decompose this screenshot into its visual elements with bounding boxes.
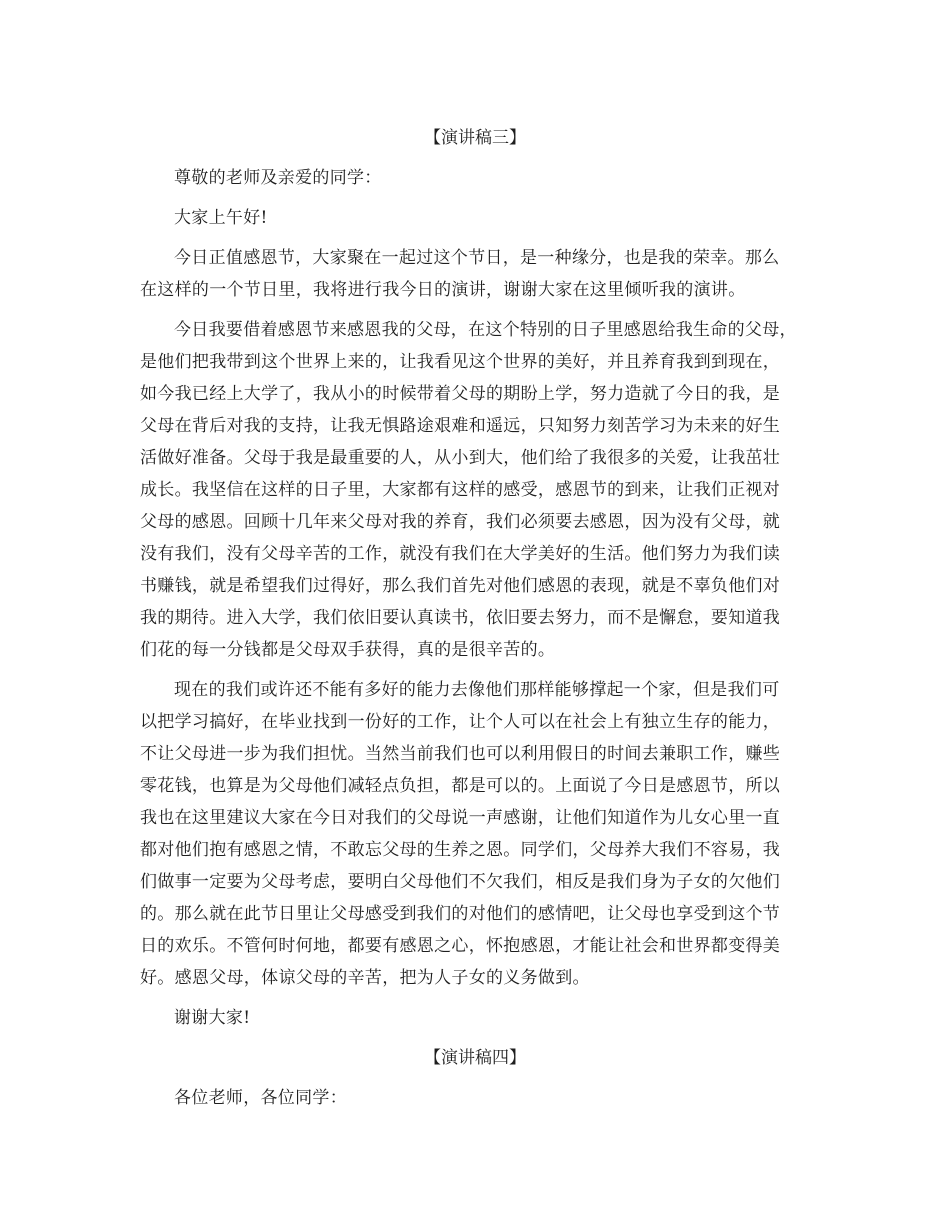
paragraph-line: 的。那么就在此节日里让父母感受到我们的对他们的感情吧，让父母也享受到这个节 xyxy=(140,904,781,924)
paragraph-line: 没有我们，没有父母辛苦的工作，就没有我们在大学美好的生活。他们努力为我们读 xyxy=(140,544,781,564)
paragraph-line: 以把学习搞好，在毕业找到一份好的工作，让个人可以在社会上有独立生存的能力， xyxy=(140,712,781,732)
speech3-heading: 【演讲稿三】 xyxy=(424,128,526,148)
paragraph-line: 日的欢乐。不管何时何地，都要有感恩之心，怀抱感恩，才能让社会和世界都变得美 xyxy=(140,936,781,956)
paragraph-line: 我也在这里建议大家在今日对我们的父母说一声感谢，让他们知道作为儿女心里一直 xyxy=(140,808,781,828)
paragraph-line: 好。感恩父母，体谅父母的辛苦，把为人子女的义务做到。 xyxy=(140,968,590,988)
paragraph-line: 父母在背后对我的支持，让我无惧路途艰难和遥远，只知努力刻苦学习为未来的好生 xyxy=(140,416,781,436)
paragraph-line: 不让父母进一步为我们担忧。当然当前我们也可以利用假日的时间去兼职工作，赚些 xyxy=(140,744,781,764)
paragraph-line: 们做事一定要为父母考虑，要明白父母他们不欠我们，相反是我们身为子女的欠他们 xyxy=(140,872,781,892)
speech3-paragraph-1 xyxy=(140,242,810,306)
paragraph-line: 在这样的一个节日里，我将进行我今日的演讲，谢谢大家在这里倾听我的演讲。 xyxy=(140,280,746,300)
paragraph-line: 今日正值感恩节，大家聚在一起过这个节日，是一种缘分，也是我的荣幸。那么 xyxy=(174,248,780,268)
speech3-paragraph-3 xyxy=(140,674,810,994)
paragraph-line: 如今我已经上大学了，我从小的时候带着父母的期盼上学，努力造就了今日的我，是 xyxy=(140,384,781,404)
speech4-heading: 【演讲稿四】 xyxy=(424,1048,526,1068)
paragraph-line: 书赚钱，就是希望我们过得好，那么我们首先对他们感恩的表现，就是不辜负他们对 xyxy=(140,576,781,596)
paragraph-line: 成长。我坚信在这样的日子里，大家都有这样的感受，感恩节的到来，让我们正视对 xyxy=(140,480,781,500)
paragraph-line: 活做好准备。父母于我是最重要的人，从小到大，他们给了我很多的关爱，让我茁壮 xyxy=(140,448,781,468)
paragraph-line: 我的期待。进入大学，我们依旧要认真读书，依旧要去努力，而不是懈怠，要知道我 xyxy=(140,608,781,628)
speech3-paragraph-2 xyxy=(140,314,810,666)
paragraph-line: 父母的感恩。回顾十几年来父母对我的养育，我们必须要去感恩，因为没有父母，就 xyxy=(140,512,781,532)
paragraph-line: 是他们把我带到这个世界上来的，让我看见这个世界的美好，并且养育我到到现在， xyxy=(140,352,781,372)
paragraph-line: 都对他们抱有感恩之情，不敢忘父母的生养之恩。同学们，父母养大我们不容易，我 xyxy=(140,840,781,860)
paragraph-line: 们花的每一分钱都是父母双手获得，真的是很辛苦的。 xyxy=(140,640,556,660)
paragraph-line: 今日我要借着感恩节来感恩我的父母，在这个特别的日子里感恩给我生命的父母， xyxy=(174,320,797,340)
paragraph-line: 零花钱，也算是为父母他们减轻点负担，都是可以的。上面说了今日是感恩节，所以 xyxy=(140,776,781,796)
speech3-greeting: 大家上午好! xyxy=(174,208,268,228)
document-page xyxy=(140,100,810,1114)
speech3-closing: 谢谢大家! xyxy=(174,1008,251,1028)
paragraph-line: 现在的我们或许还不能有多好的能力去像他们那样能够撑起一个家，但是我们可 xyxy=(174,680,780,700)
speech4-salutation: 各位老师，各位同学： xyxy=(174,1088,347,1108)
speech3-salutation: 尊敬的老师及亲爱的同学： xyxy=(174,168,382,188)
